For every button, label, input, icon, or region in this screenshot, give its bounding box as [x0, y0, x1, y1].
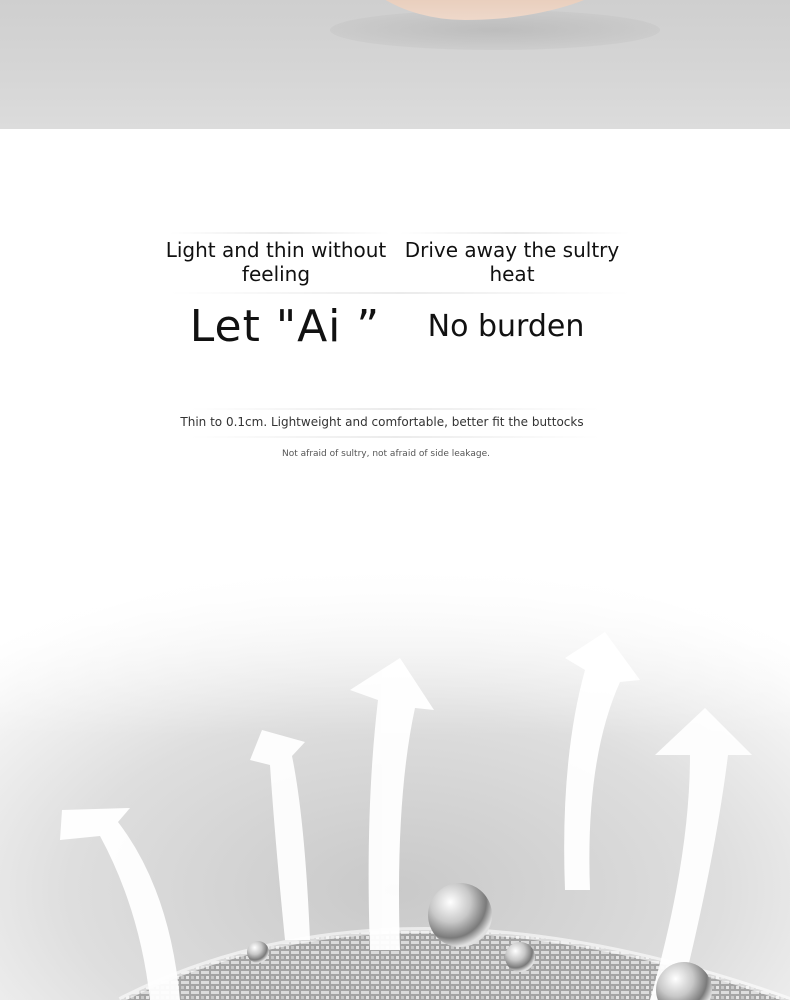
- divider: [400, 232, 630, 234]
- heading-no-burden: No burden: [427, 309, 585, 344]
- subtitle-leakage: Not afraid of sultry, not afraid of side leakage.: [282, 449, 490, 459]
- heading-drive-heat: Drive away the sultry heat: [404, 238, 620, 286]
- subtitle-thin: Thin to 0.1cm. Lightweight and comfortable, better fit the buttocks: [180, 415, 584, 429]
- divider: [190, 408, 600, 410]
- divider: [190, 436, 600, 438]
- water-droplet-icon: [247, 941, 269, 963]
- water-droplet-icon: [428, 883, 492, 947]
- divider: [170, 292, 630, 294]
- product-photo-band: [0, 0, 790, 129]
- heading-let-ai: Let "Ai ”: [189, 301, 381, 352]
- water-droplet-icon: [505, 942, 535, 972]
- airflow-illustration: [0, 560, 790, 1000]
- divider: [170, 232, 390, 234]
- heading-light-thin: Light and thin without feeling: [165, 238, 387, 286]
